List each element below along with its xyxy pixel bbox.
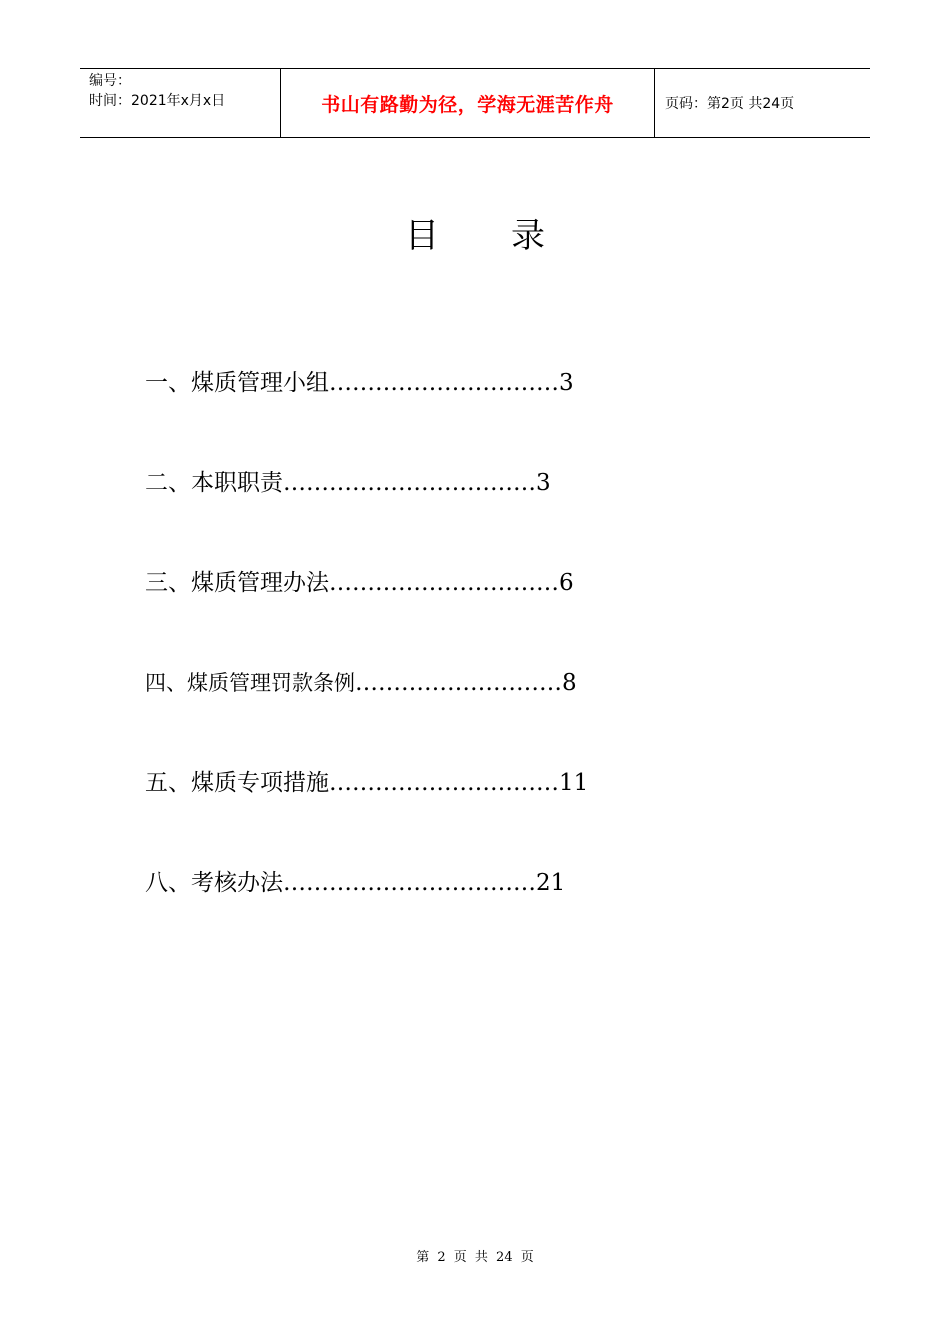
toc-entry-leader: ………………………… [329, 570, 559, 596]
page-footer: 第 2 页 共 24 页 [416, 1250, 534, 1265]
toc-entry-page: 11 [559, 770, 589, 796]
toc-entry-page: 8 [562, 670, 577, 696]
header-meta-cell [80, 69, 281, 137]
toc-title: 目录 [405, 216, 617, 256]
toc-entry-label: 四、煤质管理罚款条例 [145, 671, 355, 695]
toc-entry-label: 八、考核办法 [145, 870, 283, 896]
toc-entry-page: 21 [536, 870, 566, 896]
toc-entry-leader: …………………………… [283, 870, 536, 896]
toc-entry-page: 6 [559, 570, 574, 596]
toc-entry[interactable] [145, 460, 845, 560]
toc-entry-page: 3 [559, 370, 574, 396]
toc-entry-page: 3 [536, 470, 551, 496]
toc-entry-leader: ………………………… [329, 370, 559, 396]
toc-entry-leader: ………………………… [329, 770, 559, 796]
toc-entry[interactable] [145, 560, 845, 660]
toc-entry-label: 三、煤质管理办法 [145, 570, 329, 596]
toc-entry-leader: …………………………… [283, 470, 536, 496]
toc-entry-label: 一、煤质管理小组 [145, 370, 329, 396]
header-motto: 书山有路勤为径，学海无涯苦作舟 [321, 93, 614, 116]
header-motto-cell [281, 69, 655, 137]
toc-entry-leader: ……………………… [355, 670, 562, 696]
document-number-label: 编号： [89, 73, 131, 89]
toc-entry-label: 五、煤质专项措施 [145, 770, 329, 796]
document-date: 时间：2021年x月x日 [89, 93, 226, 109]
toc-entry[interactable] [145, 660, 845, 760]
header-page-info-cell [655, 69, 870, 137]
toc-entry[interactable] [145, 360, 845, 460]
page-header [80, 68, 870, 138]
header-page-info: 页码：第2页 共24页 [665, 96, 795, 112]
toc-entry[interactable] [145, 760, 845, 860]
toc-entry-label: 二、本职职责 [145, 470, 283, 496]
toc-entry[interactable] [145, 860, 845, 960]
table-of-contents [145, 360, 845, 960]
